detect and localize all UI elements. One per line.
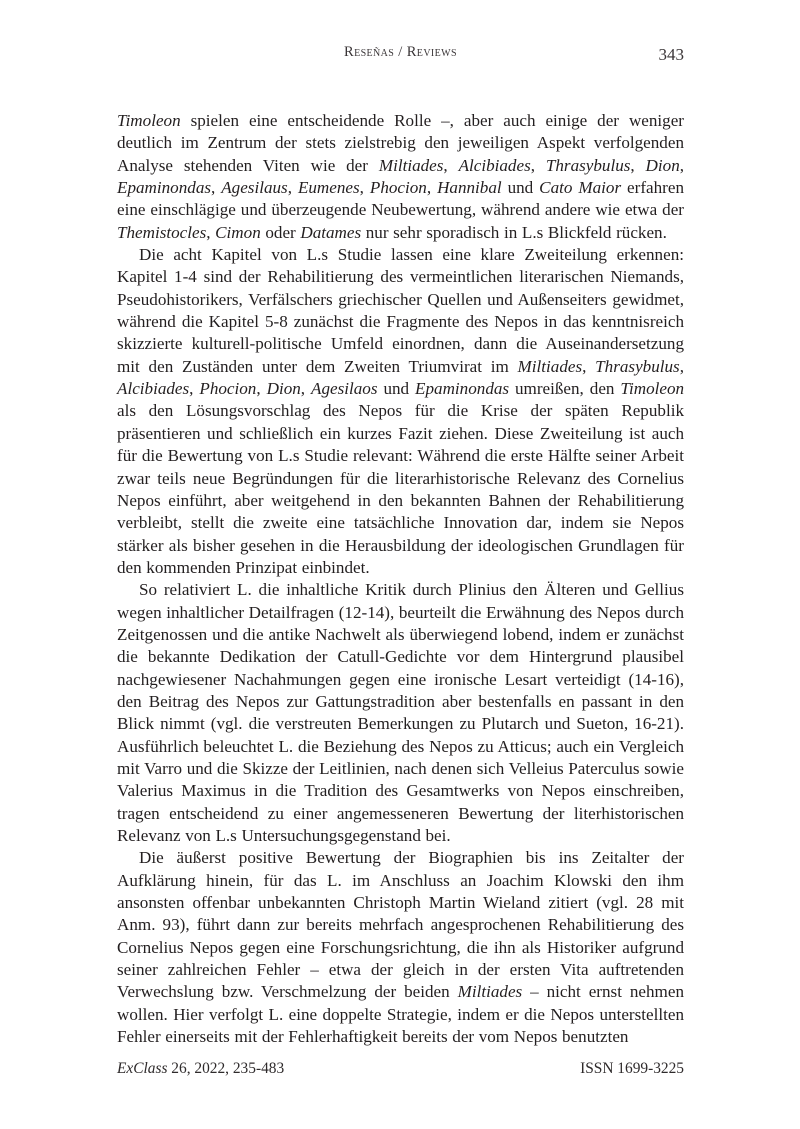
running-head-title: Reseñas / Reviews	[344, 44, 457, 60]
work-title: Miltiades	[457, 982, 523, 1002]
work-title: Timoleon	[620, 379, 685, 399]
work-title: Miltiades	[517, 356, 583, 376]
work-title: Miltiades	[378, 155, 444, 175]
work-title: Themistocles	[117, 222, 207, 242]
paragraph-4: Die äußerst positive Bewertung der Biographien bis ins Zeitalter der Aufklärung hinein, für das L. im Anschluss an Joachim Klowski den ihm ansonsten offenbar unbekannten Christoph Martin Wieland zitiert (vgl. 28 mit Anm. 93), führt dann zur bereits mehrfach angesprochenen Rehabilitierung des Cornelius Nepos gegen eine Forschungsrichtung, die ihn als Historiker aufgrund seiner zahlreichen Fehler – etwa der gleich in der ersten Vita auftretenden Verwechslung bzw. Verschmelzung der beiden Miltiades – nicht ernst nehmen wollen. Hier verfolgt L. eine doppelte Strategie, indem er die Nepos unterstellten Fehler einerseits mit der Fehlerhaftigkeit bereits der vom Nepos benutzten	[117, 848, 684, 1047]
body-text-block	[117, 110, 684, 1048]
work-title: Thrasybulus	[595, 356, 680, 376]
work-title: Phocion	[369, 178, 427, 198]
work-title: Cato Maior	[539, 178, 622, 198]
paragraph-2: Die acht Kapitel von L.s Studie lassen eine klare Zweiteilung erkennen: Kapitel 1-4 sind der Rehabilitierung des vermeintlichen literarischen Niemands, Pseudohistorikers, Verfälschers griechischer Quellen und Außenseiters gewidmet, während die Kapitel 5-8 zunächst die Fragmente des Nepos in das kenntnisreich skizzierte kulturell-politische Umfeld einordnen, dann die Auseinandersetzung mit den Zuständen unter dem Zweiten Triumvirat im Miltiades, Thrasybulus, Alcibiades, Phocion, Dion, Agesilaos und Epaminondas umreißen, den Timoleon als den Lösungsvorschlag des Nepos für die Krise der späten Republik präsentieren und schließlich ein kurzes Fazit ziehen. Diese Zweiteilung ist auch für die Bewertung von L.s Studie relevant: Während die erste Hälfte seiner Arbeit zwar teils neue Begründungen für die literarhistorische Relevanz des Cornelius Nepos einführt, aber weitgehend in den bekannten Bahnen der Rehabilitierung verbleibt, stellt die zweite eine tatsächliche Innovation dar, indem sie Nepos stärker als bisher gesehen in die Herausbildung der ideologischen Grundlagen für den kommenden Prinzipat einbindet.	[117, 245, 685, 577]
work-title: Agesilaos	[311, 379, 378, 399]
issn: ISSN 1699-3225	[580, 1060, 684, 1077]
work-title: Agesilaus	[221, 178, 288, 198]
work-title: Epaminondas	[117, 178, 212, 198]
work-title: Alcibiades	[458, 155, 531, 175]
page-number: 343	[658, 45, 684, 64]
running-head	[117, 44, 684, 66]
paragraph-1: Timoleon spielen eine entscheidende Rolle –, aber auch einige der weniger deutlich im Zentrum der stets zielstrebig den jeweiligen Aspekt verfolgenden Analyse stehenden Viten wie der Miltiades, Alcibiades, Thrasybulus, Dion, Epaminondas, Agesilaus, Eumenes, Phocion, Hannibal und Cato Maior erfahren eine einschlägige und überzeugende Neubewertung, während andere wie etwa der Themistocles, Cimon oder Datames nur sehr sporadisch in L.s Blickfeld rücken.	[117, 111, 685, 242]
work-title: Dion	[266, 379, 301, 399]
work-title: Cimon	[215, 222, 261, 242]
work-title: Datames	[300, 222, 362, 242]
work-title: Hannibal	[437, 178, 502, 198]
work-title: Thrasybulus	[545, 155, 631, 175]
journal-name: ExClass	[117, 1060, 168, 1077]
work-title: Dion	[645, 155, 680, 175]
paragraph-3: So relativiert L. die inhaltliche Kritik durch Plinius den Älteren und Gellius wegen inhaltlicher Detailfragen (12-14), beurteilt die Erwähnung des Nepos durch Zeitgenossen und die antike Nachwelt als überwiegend lobend, indem er zunächst die bekannte Dedikation der Catull-Gedichte vor dem Hintergrund plausibel nachgewiesener Nachahmungen gegen eine ironische Lesart verteidigt (14-16), den Beitrag des Nepos zur Gattungstradition aber bestenfalls en passant in den Blick nimmt (vgl. die verstreuten Bemerkungen zu Plutarch und Sueton, 16-21). Ausführlich beleuchtet L. die Beziehung des Nepos zu Atticus; auch ein Vergleich mit Varro und die Skizze der Leitlinien, nach denen sich Velleius Paterculus sowie Valerius Maximus in die Tradition des Gesamtwerks von Nepos einschreiben, tragen entscheidend zu einer angemesseneren Bewertung der literhistorischen Relevanz von L.s Untersuchungsgegenstand bei.	[117, 580, 684, 845]
page-footer	[117, 1060, 684, 1078]
work-title: Alcibiades	[117, 379, 190, 399]
work-title: Epaminondas	[415, 379, 510, 399]
journal-volume-year-pages: 26, 2022, 235-483	[167, 1060, 285, 1077]
work-title: Timoleon	[117, 111, 181, 130]
work-title: Eumenes	[297, 178, 360, 198]
journal-citation	[117, 1060, 284, 1078]
work-title: Phocion	[199, 379, 257, 399]
